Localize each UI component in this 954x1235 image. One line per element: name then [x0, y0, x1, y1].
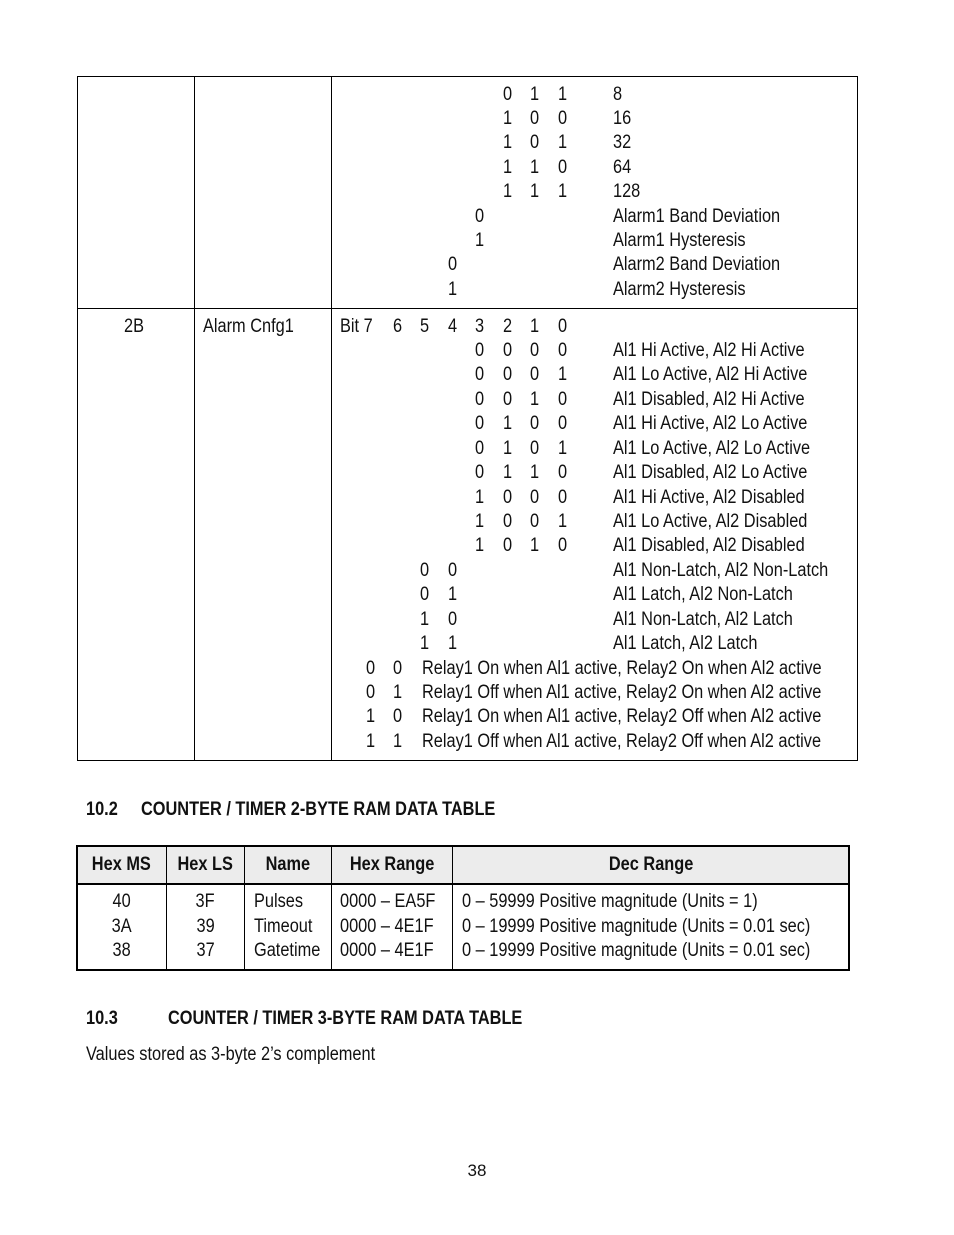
hex-ms-value: 40: [112, 891, 131, 912]
section-title: COUNTER / TIMER 2-BYTE RAM DATA TABLE: [141, 799, 496, 820]
bit-description: Relay1 On when Al1 active, Relay2 On when Al2 active: [422, 658, 822, 679]
bit-description: Alarm1 Hysteresis: [613, 230, 746, 251]
bit-description: Al1 Lo Active, Al2 Hi Active: [613, 364, 808, 385]
bit-value: 1: [366, 731, 376, 752]
page-number-container: [427, 1161, 527, 1181]
bit-value: 0: [530, 132, 540, 153]
bit-description: Al1 Latch, Al2 Non-Latch: [613, 584, 793, 605]
bit-value: 0: [420, 584, 430, 605]
hex-range-value: 0000 – EA5F: [340, 891, 436, 912]
bit-value: 0: [558, 389, 568, 410]
bit-value: 0: [503, 535, 513, 556]
bit-description: Relay1 On when Al1 active, Relay2 Off when Al2 active: [422, 706, 822, 727]
bit-header: 5: [420, 316, 430, 337]
bit-description: Al1 Disabled, Al2 Hi Active: [613, 389, 805, 410]
cell: [77, 940, 166, 962]
section-number: 10.3: [86, 1008, 118, 1029]
hex-range-value: 0000 – 4E1F: [340, 916, 434, 937]
bit-value: 1: [503, 413, 513, 434]
bit-description: Al1 Disabled, Al2 Lo Active: [613, 462, 808, 483]
header-name: Name: [265, 854, 311, 875]
bit-description: Al1 Non-Latch, Al2 Latch: [613, 609, 793, 630]
bit-header: Bit 7: [340, 316, 373, 337]
bit-header: 0: [558, 316, 568, 337]
section-number: 10.2: [86, 799, 118, 820]
bit-header: 4: [448, 316, 458, 337]
bit-value: 0: [420, 560, 430, 581]
bit-description: Al1 Lo Active, Al2 Lo Active: [613, 438, 811, 459]
bit-value: 0: [530, 413, 540, 434]
header-dec-range: Dec Range: [608, 854, 694, 875]
bit-value: 0: [366, 658, 376, 679]
bit-value: 0: [503, 340, 513, 361]
hex-ms-value: 3A: [111, 916, 132, 937]
dec-range-value: 0 – 19999 Positive magnitude (Units = 0.01 sec): [462, 916, 811, 937]
page-number: 38: [467, 1161, 487, 1180]
bit-value: 0: [475, 389, 485, 410]
bit-value: 0: [475, 364, 485, 385]
bit-value: 1: [503, 108, 513, 129]
bit-value: 1: [558, 511, 568, 532]
dec-range-value: 0 – 19999 Positive magnitude (Units = 0.01 sec): [462, 940, 811, 961]
header-cell: [77, 854, 166, 876]
bit-value: 1: [448, 584, 458, 605]
bit-value: 0: [558, 535, 568, 556]
register-name: Alarm Cnfg1: [203, 316, 294, 337]
bit-value: 0: [503, 511, 513, 532]
bit-value: 0: [366, 682, 376, 703]
register-hex: 2B: [124, 316, 144, 337]
bit-value: 0: [503, 389, 513, 410]
bit-value: 0: [530, 364, 540, 385]
section-title: COUNTER / TIMER 3-BYTE RAM DATA TABLE: [168, 1008, 523, 1029]
section-note: Values stored as 3-byte 2’s complement: [86, 1044, 376, 1065]
bit-value: 0: [503, 487, 513, 508]
name-value: Gatetime: [254, 940, 321, 961]
bit-value: 1: [503, 438, 513, 459]
bit-value: 1: [366, 706, 376, 727]
bit-value: 1: [393, 682, 403, 703]
bit-value: 1: [530, 84, 540, 105]
hex-ls-value: 3F: [195, 891, 216, 912]
bit-value: 0: [475, 462, 485, 483]
bit-description: Al1 Hi Active, Al2 Disabled: [613, 487, 805, 508]
col-border: [331, 76, 332, 761]
bit-description: Alarm2 Hysteresis: [613, 279, 746, 300]
bit-value: 1: [530, 462, 540, 483]
bit-description: Al1 Hi Active, Al2 Lo Active: [613, 413, 808, 434]
bit-value: 0: [530, 108, 540, 129]
bit-description: 128: [613, 181, 641, 202]
bit-value: 0: [503, 84, 513, 105]
bit-value: 0: [558, 487, 568, 508]
bit-value: 1: [475, 511, 485, 532]
bit-value: 0: [530, 340, 540, 361]
bit-value: 0: [530, 511, 540, 532]
bit-header: 1: [530, 316, 540, 337]
bit-value: 0: [475, 413, 485, 434]
bit-description: Relay1 Off when Al1 active, Relay2 Off when Al2 active: [422, 731, 822, 752]
bit-value: 1: [530, 389, 540, 410]
bit-value: 1: [420, 633, 430, 654]
bit-description: 16: [613, 108, 632, 129]
header-cell: [245, 854, 331, 876]
header-hex-range: Hex Range: [349, 854, 435, 875]
hex-range-value: 0000 – 4E1F: [340, 940, 434, 961]
bit-value: 0: [393, 706, 403, 727]
col-border: [194, 76, 195, 761]
bit-value: 0: [558, 108, 568, 129]
cell: [167, 891, 244, 913]
bit-value: 0: [475, 438, 485, 459]
bit-value: 1: [558, 84, 568, 105]
bit-description: Al1 Latch, Al2 Latch: [613, 633, 758, 654]
header-cell: [453, 854, 849, 876]
bit-value: 1: [503, 462, 513, 483]
hex-ls-value: 37: [196, 940, 215, 961]
name-value: Pulses: [254, 891, 304, 912]
bit-value: 1: [503, 132, 513, 153]
bit-description: Relay1 Off when Al1 active, Relay2 On when Al2 active: [422, 682, 822, 703]
bit-value: 0: [530, 487, 540, 508]
name-value: Timeout: [254, 916, 313, 937]
bit-header: 2: [503, 316, 513, 337]
bit-value: 0: [475, 340, 485, 361]
cell: [77, 891, 166, 913]
bit-description: Al1 Non-Latch, Al2 Non-Latch: [613, 560, 829, 581]
bit-description: Al1 Hi Active, Al2 Hi Active: [613, 340, 805, 361]
bit-value: 1: [475, 230, 485, 251]
bit-value: 1: [558, 364, 568, 385]
bit-value: 1: [530, 157, 540, 178]
bit-value: 1: [503, 157, 513, 178]
bit-value: 0: [558, 157, 568, 178]
bit-value: 0: [558, 340, 568, 361]
col-border: [857, 76, 858, 761]
header-hex-ms: Hex MS: [91, 854, 152, 875]
bit-value: 0: [503, 364, 513, 385]
bit-value: 0: [448, 560, 458, 581]
bit-value: 1: [503, 181, 513, 202]
hex-ls-value: 39: [196, 916, 215, 937]
bit-value: 1: [475, 535, 485, 556]
hex-ms-value: 38: [112, 940, 131, 961]
bit-description: Al1 Lo Active, Al2 Disabled: [613, 511, 808, 532]
bit-value: 1: [530, 181, 540, 202]
bit-value: 1: [448, 279, 458, 300]
bit-value: 0: [393, 658, 403, 679]
cell: [77, 916, 166, 938]
bit-description: 32: [613, 132, 632, 153]
bit-value: 0: [475, 206, 485, 227]
bit-value: 1: [475, 487, 485, 508]
bit-value: 0: [530, 438, 540, 459]
header-divider: [77, 883, 849, 885]
bit-value: 1: [420, 609, 430, 630]
bit-value: 0: [448, 254, 458, 275]
bit-header: 6: [393, 316, 403, 337]
bit-value: 1: [558, 181, 568, 202]
bit-description: Alarm1 Band Deviation: [613, 206, 781, 227]
bit-value: 1: [558, 438, 568, 459]
bit-value: 1: [530, 535, 540, 556]
header-cell: [167, 854, 244, 876]
bit-value: 1: [558, 132, 568, 153]
bit-value: 0: [448, 609, 458, 630]
bit-value: 0: [558, 413, 568, 434]
bit-value: 1: [393, 731, 403, 752]
col-border: [77, 76, 78, 761]
bit-value: 0: [558, 462, 568, 483]
header-hex-ls: Hex LS: [177, 854, 234, 875]
bit-description: 8: [613, 84, 623, 105]
cell: [167, 916, 244, 938]
bit-value: 1: [448, 633, 458, 654]
cell: [167, 940, 244, 962]
bit-description: 64: [613, 157, 632, 178]
bit-description: Al1 Disabled, Al2 Disabled: [613, 535, 805, 556]
bit-description: Alarm2 Band Deviation: [613, 254, 781, 275]
header-cell: [332, 854, 452, 876]
bit-header: 3: [475, 316, 485, 337]
dec-range-value: 0 – 59999 Positive magnitude (Units = 1): [462, 891, 758, 912]
